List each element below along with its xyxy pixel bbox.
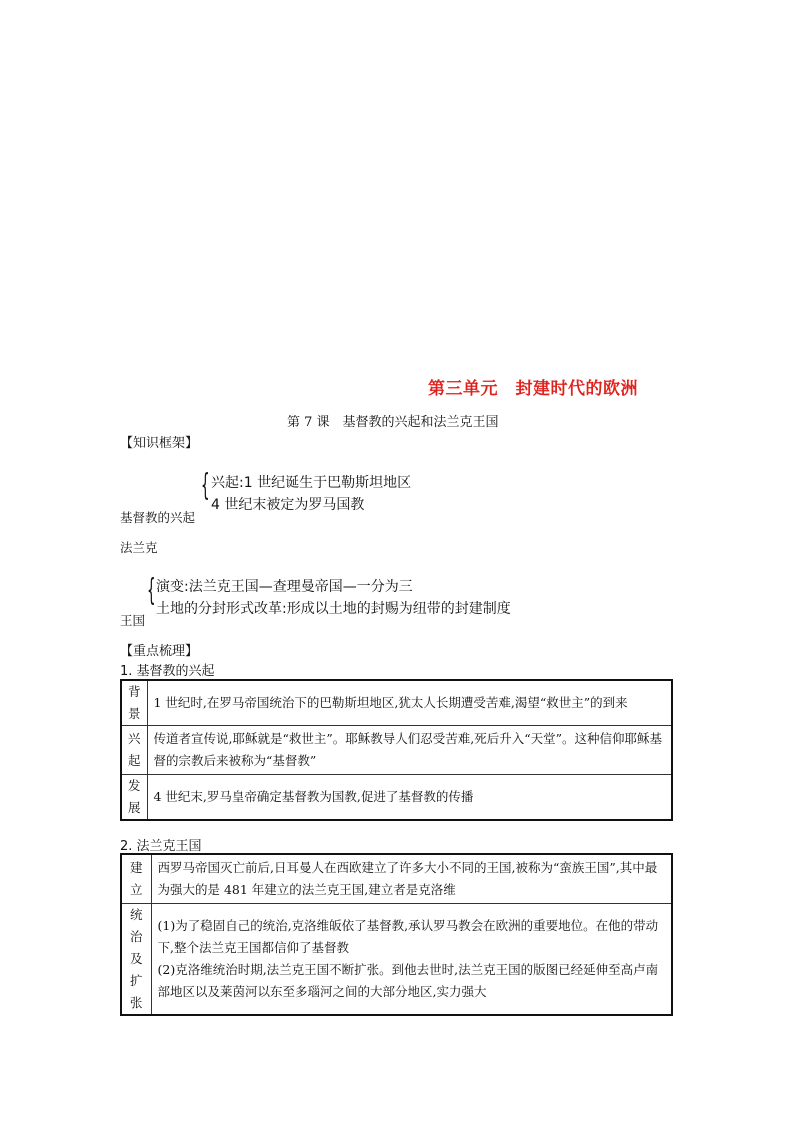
table-row: [121, 854, 672, 904]
table-row: [121, 680, 672, 726]
row-value: 传道者宣传说,耶稣就是“救世主”。耶稣教导人们忍受苦难,死后升入“天堂”。这种信仰耶稣基督的宗教后来被称为“基督教”: [147, 726, 672, 775]
row-value: 西罗马帝国灭亡前后,日耳曼人在西欧建立了许多大小不同的王国,被称为“蛮族王国”,其中最为强大的是 481 年建立的法兰克王国,建立者是克洛维: [151, 854, 672, 904]
table-row: [121, 904, 672, 1016]
table-row: [121, 726, 672, 775]
row-value: 4 世纪末,罗马皇帝确定基督教为国教,促进了基督教的传播: [147, 775, 672, 821]
row-key: 背 景: [121, 680, 147, 726]
framework-christianity-label: 基督教的兴起: [120, 510, 196, 525]
lesson-title: 第 7 课 基督教的兴起和法兰克王国: [287, 415, 499, 430]
row-key: 兴 起: [121, 726, 147, 775]
section1-table: [120, 679, 673, 821]
row-key: 统 治 及 扩 张: [121, 904, 151, 1016]
framework-christianity-dev: 4 世纪末被定为罗马国教: [211, 497, 365, 513]
framework-label: 【知识框架】: [120, 436, 199, 451]
framework-frank-label-top: 法兰克: [120, 540, 158, 555]
section2-heading: 2. 法兰克王国: [120, 839, 202, 854]
section2-table: [120, 853, 673, 1016]
section1-heading: 1. 基督教的兴起: [120, 664, 215, 679]
row-key: 建 立: [121, 854, 151, 904]
brace-icon: {: [147, 573, 156, 608]
table-row: [121, 775, 672, 821]
framework-frank-evolution: 演变:法兰克王国—查理曼帝国—一分为三: [156, 579, 413, 595]
row-value: [151, 904, 672, 1016]
row-value-part-2: (2)克洛维统治时期,法兰克王国不断扩张。到他去世时,法兰克王国的版图已经延伸至高卢南部地区以及莱茵河以东至多瑙河之间的大部分地区,实力强大: [157, 962, 659, 999]
unit-title: 第三单元 封建时代的欧洲: [428, 379, 638, 399]
review-label: 【重点梳理】: [120, 644, 199, 659]
framework-frank-label-bottom: 王国: [120, 613, 146, 628]
framework-christianity-rise: 兴起:1 世纪诞生于巴勒斯坦地区: [211, 475, 412, 491]
row-value-part-1: (1)为了稳固自己的统治,克洛维皈依了基督教,承认罗马教会在欧洲的重要地位。在他的带动下,整个法兰克王国都信仰了基督教: [157, 918, 659, 955]
row-key: 发 展: [121, 775, 147, 821]
framework-frank-reform: 土地的分封形式改革:形成以土地的封赐为纽带的封建制度: [156, 601, 511, 617]
row-value: 1 世纪时,在罗马帝国统治下的巴勒斯坦地区,犹太人长期遭受苦难,渴望“救世主”的到来: [147, 680, 672, 726]
brace-icon: {: [201, 468, 210, 503]
